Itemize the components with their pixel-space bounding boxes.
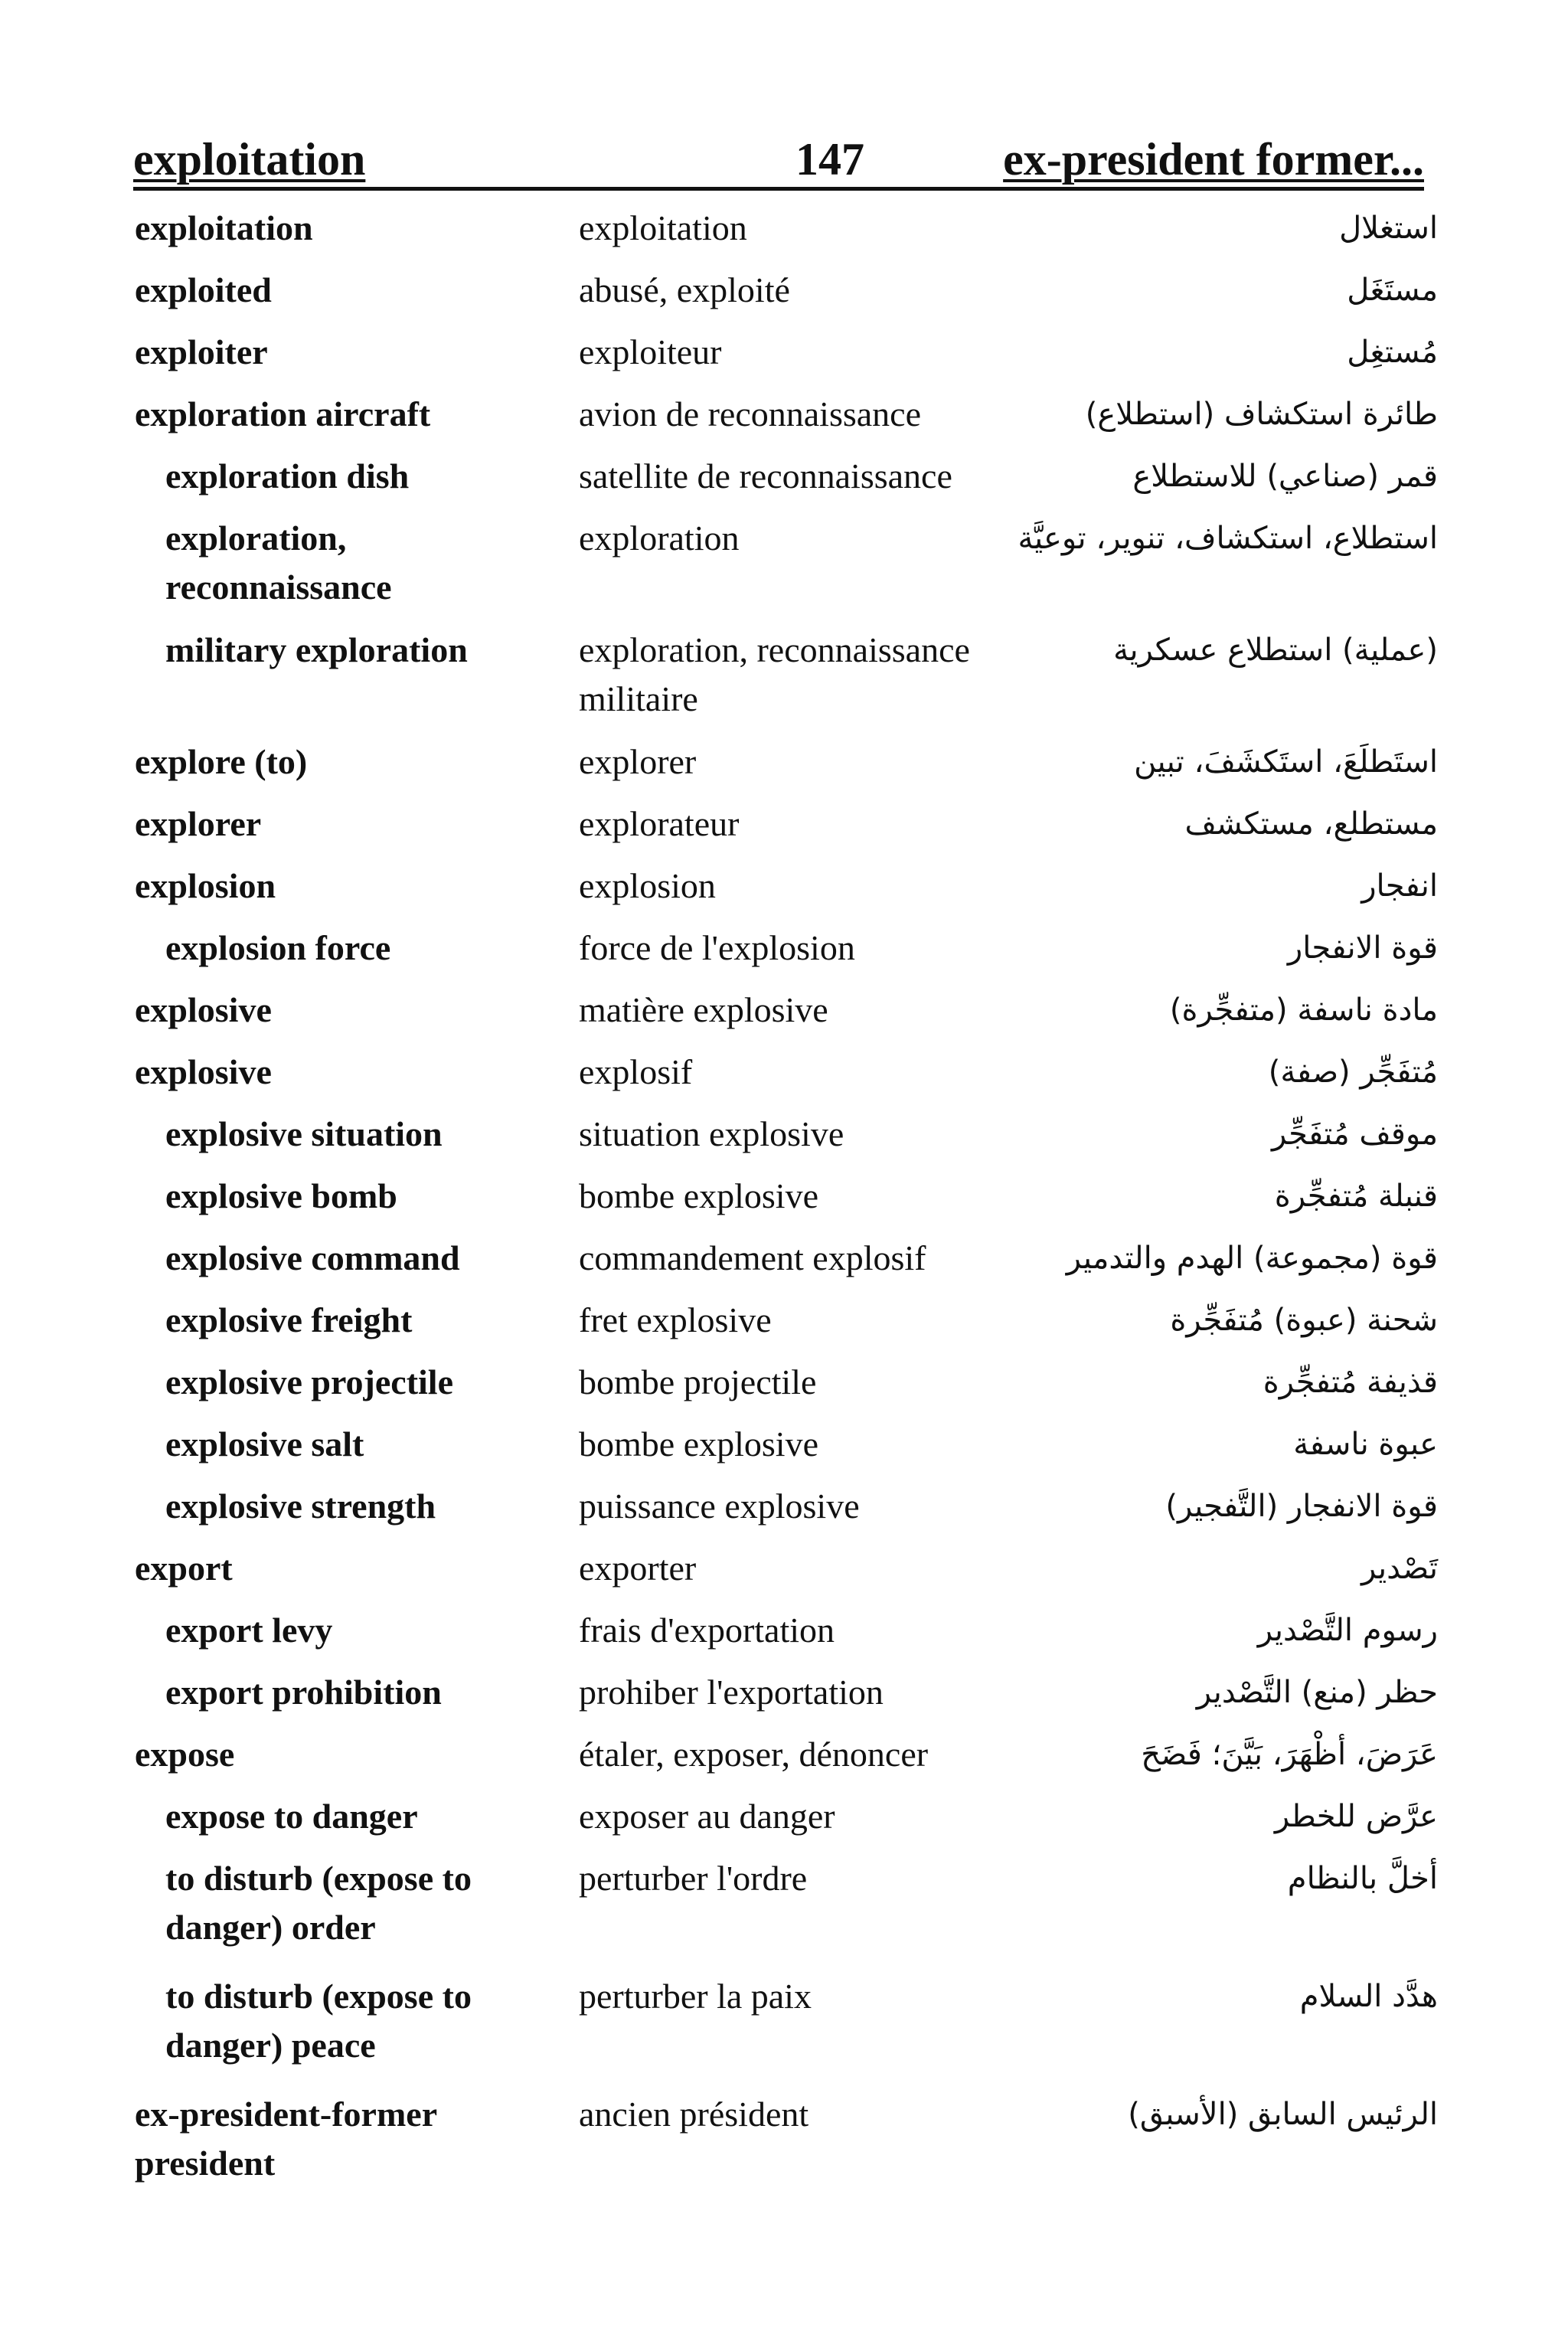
entry-english: exploration, reconnaissance	[165, 518, 392, 607]
entry-arabic: انفجار	[1361, 868, 1438, 904]
entry-row-sub	[0, 1966, 1568, 2084]
entry-row	[0, 731, 1568, 793]
entry-french: explosion	[579, 866, 716, 905]
entry-english: exploited	[135, 270, 272, 309]
entry-french: exploration, reconnaissance militaire	[579, 630, 970, 718]
entry-french: exploitation	[579, 208, 747, 247]
entry-english: exploration dish	[165, 456, 410, 495]
entry-english: explosive bomb	[165, 1176, 397, 1215]
entry-english: ex-president-former president	[135, 2095, 437, 2183]
entry-english: military exploration	[165, 630, 468, 669]
entry-arabic: قذيفة مُتفجِّرة	[1263, 1365, 1438, 1400]
entry-french: ancien président	[579, 2095, 809, 2134]
page-number: 147	[795, 134, 864, 185]
entry-french: perturber la paix	[579, 1977, 812, 2016]
entry-row	[0, 2084, 1568, 2196]
entry-arabic: عَرَضَ، أظْهَرَ، بَيَّنَ؛ فَضَحَ	[1141, 1737, 1438, 1772]
entry-arabic: قوة الانفجار (التَّفجير)	[1165, 1489, 1438, 1524]
entry-arabic: مادة ناسفة (متفجِّرة)	[1169, 993, 1438, 1028]
entry-english: to disturb (expose to danger) peace	[165, 1977, 472, 2065]
entry-english: explosive salt	[165, 1424, 364, 1463]
entry-arabic: عرَّض للخطر	[1274, 1799, 1438, 1834]
entry-row	[0, 979, 1568, 1042]
entry-french: explorer	[579, 742, 697, 781]
entry-arabic: مستطلع، مستكشف	[1184, 806, 1438, 842]
entry-row-sub	[0, 1104, 1568, 1166]
entry-arabic: قنبلة مُتفجِّرة	[1274, 1179, 1438, 1214]
entry-french: fret explosive	[579, 1300, 772, 1339]
entry-arabic: هدَّد السلام	[1299, 1979, 1438, 2014]
page-header	[133, 132, 1424, 191]
header-left-guideword: exploitation	[133, 134, 366, 185]
entry-row-sub	[0, 1476, 1568, 1538]
entry-row-sub	[0, 446, 1568, 508]
entry-english: to disturb (expose to danger) order	[165, 1859, 472, 1947]
entry-french: frais d'exportation	[579, 1611, 835, 1650]
entry-arabic: الرئيس السابق (الأسبق)	[1128, 2097, 1438, 2132]
entry-english: explosive situation	[165, 1114, 443, 1153]
entry-french: abusé, exploité	[579, 270, 790, 309]
entry-french: satellite de reconnaissance	[579, 456, 952, 495]
entry-row-sub	[0, 1600, 1568, 1662]
entry-french: matière explosive	[579, 990, 828, 1029]
entry-row	[0, 1724, 1568, 1786]
entry-english: explosive strength	[165, 1486, 436, 1526]
entry-english: explosion	[135, 866, 276, 905]
entry-arabic: تَصْدير	[1361, 1551, 1438, 1586]
entry-row-sub	[0, 1848, 1568, 1966]
entry-row-sub	[0, 1228, 1568, 1290]
entry-french: perturber l'ordre	[579, 1859, 808, 1898]
entry-english: expose to danger	[165, 1797, 418, 1836]
entry-row-sub	[0, 1290, 1568, 1352]
entry-french: puissance explosive	[579, 1486, 860, 1526]
entry-english: explosive freight	[165, 1300, 413, 1339]
entry-row-sub	[0, 1414, 1568, 1476]
entry-french: commandement explosif	[579, 1238, 926, 1277]
entry-row	[0, 793, 1568, 855]
entry-french: étaler, exposer, dénoncer	[579, 1735, 929, 1774]
entry-row-sub	[0, 1352, 1568, 1414]
entry-arabic: رسوم التَّصْدير	[1257, 1613, 1438, 1648]
entry-arabic: حظر (منع) التَّصْدير	[1196, 1675, 1438, 1710]
entry-french: exploration	[579, 518, 740, 558]
entry-french: force de l'explosion	[579, 928, 855, 967]
entry-arabic: مستَغَل	[1347, 273, 1438, 308]
entry-french: exposer au danger	[579, 1797, 835, 1836]
entry-arabic: استغلال	[1339, 211, 1438, 246]
entry-english: explosion force	[165, 928, 391, 967]
entry-english: export	[135, 1548, 233, 1588]
entry-row	[0, 322, 1568, 384]
entry-arabic: قوة (مجموعة) الهدم والتدمير	[1066, 1241, 1438, 1276]
dictionary-entries	[0, 198, 1568, 2196]
entry-english: exploiter	[135, 332, 268, 371]
entry-french: bombe explosive	[579, 1424, 818, 1463]
entry-row-sub	[0, 508, 1568, 620]
entry-arabic: طائرة استكشاف (استطلاع)	[1085, 397, 1438, 432]
entry-row-sub	[0, 1662, 1568, 1724]
entry-english: export prohibition	[165, 1673, 442, 1712]
entry-french: bombe explosive	[579, 1176, 818, 1215]
entry-arabic: (عملية) استطلاع عسكرية	[1113, 633, 1438, 668]
entry-row	[0, 1538, 1568, 1600]
entry-english: export levy	[165, 1611, 333, 1650]
entry-row	[0, 1042, 1568, 1104]
entry-arabic: مُتفَجِّر (صفة)	[1268, 1055, 1438, 1090]
entry-row-sub	[0, 620, 1568, 731]
entry-row	[0, 384, 1568, 446]
entry-row	[0, 198, 1568, 260]
entry-english: explore (to)	[135, 742, 308, 781]
entry-english: explosive command	[165, 1238, 460, 1277]
entry-french: avion de reconnaissance	[579, 394, 922, 433]
entry-row	[0, 855, 1568, 917]
entry-french: situation explosive	[579, 1114, 844, 1153]
entry-french: explosif	[579, 1052, 693, 1091]
entry-arabic: عبوة ناسفة	[1293, 1427, 1438, 1462]
entry-french: prohiber l'exportation	[579, 1673, 884, 1712]
entry-arabic: أخلَّ بالنظام	[1287, 1861, 1438, 1896]
header-right-guideword: ex-president former...	[1003, 134, 1424, 185]
entry-row-sub	[0, 917, 1568, 979]
entry-french: bombe projectile	[579, 1362, 817, 1401]
entry-english: explosive	[135, 990, 272, 1029]
entry-arabic: استطلاع، استكشاف، تنوير، توعيَّة	[1018, 521, 1438, 556]
entry-arabic: قوة الانفجار	[1287, 930, 1438, 966]
entry-french: exporter	[579, 1548, 697, 1588]
entry-arabic: قمر (صناعي) للاستطلاع	[1132, 459, 1438, 494]
entry-english: explorer	[135, 804, 262, 843]
entry-arabic: موقف مُتفَجِّر	[1272, 1117, 1438, 1152]
entry-english: explosive	[135, 1052, 272, 1091]
entry-english: exploitation	[135, 208, 313, 247]
entry-english: expose	[135, 1735, 235, 1774]
entry-row-sub	[0, 1166, 1568, 1228]
entry-row-sub	[0, 1786, 1568, 1848]
entry-arabic: مُستغِل	[1347, 335, 1438, 370]
entry-english: explosive projectile	[165, 1362, 453, 1401]
entry-arabic: شحنة (عبوة) مُتفَجِّرة	[1170, 1303, 1438, 1338]
entry-french: exploiteur	[579, 332, 722, 371]
entry-french: explorateur	[579, 804, 740, 843]
entry-row	[0, 260, 1568, 322]
entry-arabic: استَطلَعَ، استَكشَفَ، تبين	[1134, 744, 1438, 780]
entry-english: exploration aircraft	[135, 394, 431, 433]
